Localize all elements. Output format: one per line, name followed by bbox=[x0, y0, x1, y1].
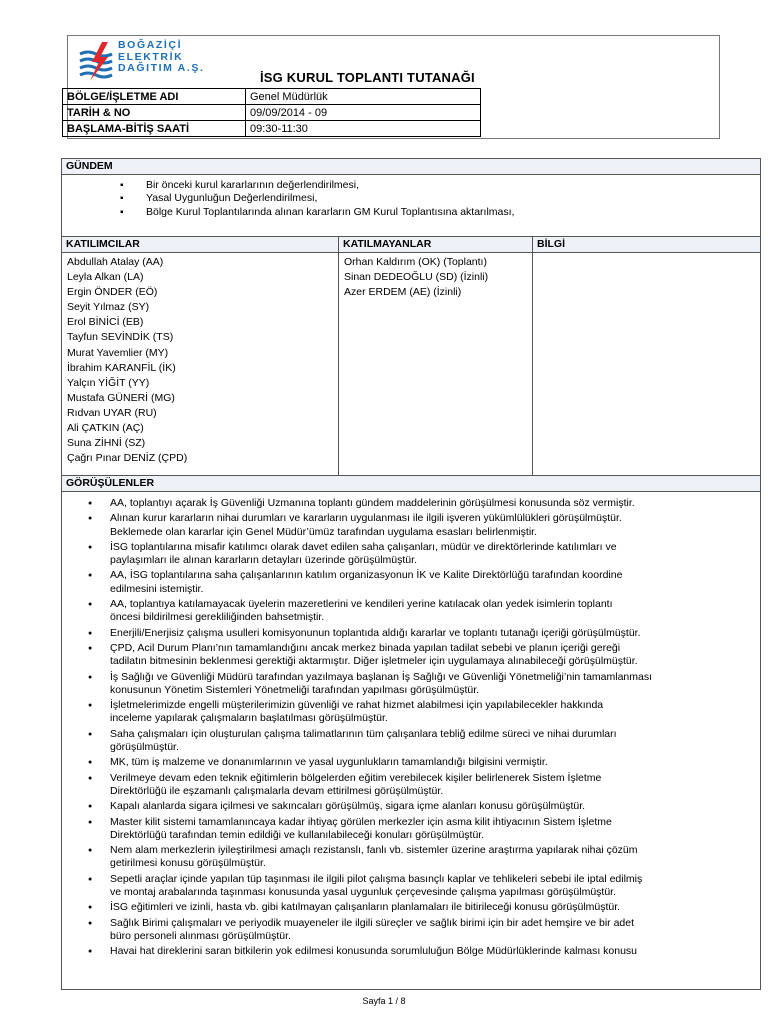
discussions-heading: GÖRÜŞÜLENLER bbox=[62, 476, 760, 492]
agenda-list bbox=[120, 179, 740, 219]
discussion-item bbox=[84, 671, 758, 698]
discussion-line: ● Nem alam merkezlerin iyileştirilmesi amaçlı rezistanslı, fanlı vb. sistemler üzerine araştırma yapılarak nihai çözüm bbox=[110, 844, 638, 857]
discussion-item bbox=[84, 598, 758, 625]
discussion-item bbox=[84, 873, 758, 900]
discussion-line: ● İSG toplantılarına misafir katılımcı olarak davet edilen saha çalışanları, müdür ve direktörlerinde katılımları ve bbox=[110, 540, 617, 553]
discussion-line: paylaşımları ile alınan kararların detayları üzerinde görüşülmüştür. bbox=[110, 554, 417, 567]
discussion-item bbox=[84, 627, 758, 640]
participants-heading: KATILIMCILAR bbox=[62, 237, 338, 252]
discussion-line: öncesi bildirilmesi gerekliliğinden bahsetmiştir. bbox=[110, 611, 325, 624]
discussion-item bbox=[84, 699, 758, 726]
discussion-line: büro personeli alınması görüşülmüştür. bbox=[110, 929, 291, 942]
column-divider bbox=[532, 236, 533, 475]
info-label: TARİH & NO bbox=[63, 105, 246, 121]
participant-name: Mustafa GÜNERİ (MG) bbox=[67, 391, 175, 404]
agenda-heading: GÜNDEM bbox=[62, 159, 760, 175]
discussion-line: ● ÇPD, Acil Durum Planı’nın tamamlandığını ancak merkez binada yapılan tadilat sebebi ve planın içeriği gereği bbox=[110, 641, 621, 654]
discussion-line: ● Alınan kurur kararların nihai durumları ve kararların uygulanması ile ilgili işveren yükümlülükleri görüşülmüştür. bbox=[110, 512, 622, 525]
info-value: Genel Müdürlük bbox=[246, 89, 481, 105]
participant-name: Leyla Alkan (LA) bbox=[67, 271, 144, 284]
discussion-item bbox=[84, 945, 758, 958]
discussion-line: ● Verilmeye devam eden teknik eğitimlerin bölgelerden eğitim verebilecek kişiler belirlenerek Sistem İşletme bbox=[110, 771, 602, 784]
discussion-item bbox=[84, 512, 758, 539]
minutes-body bbox=[61, 158, 761, 990]
divider bbox=[62, 252, 760, 253]
agenda-item: ▪ Bölge Kurul Toplantılarında alınan kararların GM Kurul Toplantısına aktarılması, bbox=[120, 206, 740, 219]
agenda-item: ▪ Yasal Uygunluğun Değerlendirilmesi, bbox=[120, 192, 740, 205]
discussion-line: ● Havai hat direklerini saran bitkilerin yok edilmesi konusunda sorumluluğun Bölge Müdürlüklerinde kalması konusu bbox=[110, 945, 638, 958]
discussion-line: ● Master kilit sistemi tamamlanıncaya kadar ihtiyaç görülen merkezler için asma kilit ihtiyacının Sistem İşletme bbox=[110, 815, 612, 828]
info-row bbox=[63, 89, 481, 105]
discussion-line: Direktörlüğü ile eşzamanlı çalışmalarla devam ettirilmesi görüşülmüştür. bbox=[110, 784, 444, 797]
absent-name: Azer ERDEM (AE) (İzinli) bbox=[344, 286, 462, 299]
discussion-item bbox=[84, 497, 758, 510]
discussion-line: ● MK, tüm iş malzeme ve donanımlarının ve yasal uygunlukların tamamlandığı bilgisini vermiştir. bbox=[110, 756, 548, 769]
discussion-item bbox=[84, 917, 758, 944]
info-row bbox=[63, 105, 481, 121]
logo-line-3: DAĞITIM A.Ş. bbox=[118, 62, 205, 74]
logo-text bbox=[118, 40, 204, 75]
discussion-item bbox=[84, 901, 758, 914]
participants-list bbox=[67, 255, 335, 466]
discussion-line: Direktörlüğü tarafından temin edildiği ve kullanılabileceği konuları görüşülmüştür. bbox=[110, 828, 485, 841]
participant-name: Erol BİNİCİ (EB) bbox=[67, 316, 144, 329]
discussion-line: getirilmesi konusu görüşülmüştür. bbox=[110, 857, 266, 870]
participant-name: Murat Yavemlier (MY) bbox=[67, 346, 169, 359]
info-value: 09:30-11:30 bbox=[246, 121, 481, 137]
discussion-line: ● AA, toplantıya katılamayacak üyelerin mazeretlerini ve kendileri yerine katılacak olan yedek isimlerin toplantı bbox=[110, 598, 613, 611]
discussion-item bbox=[84, 728, 758, 755]
discussion-line: Beklemede olan kararlar için Genel Müdür’ümüz tarafından uygulama esasları belirlenmiştir. bbox=[110, 525, 538, 538]
discussion-line: ● AA, toplantıyı açarak İş Güvenliği Uzmanına toplantı gündem maddelerinin görüşülmesi konusunda söz vermiştir. bbox=[110, 497, 635, 509]
discussion-line: tadilatın bitmesinin beklenmesi gerektiği aktarmıştır. Diğer işletmeler için uygulamaya alınabileceği görüşülmüştür. bbox=[110, 655, 638, 668]
discussion-line: ● Sağlık Birimi çalışmaları ve periyodik muayeneler ile ilgili süreçler ve sağlık birimi için bir adet hemşire ve bir adet bbox=[110, 916, 635, 929]
document-title: İSG KURUL TOPLANTI TUTANAĞI bbox=[260, 70, 475, 85]
info-row bbox=[63, 121, 481, 137]
participant-name: Tayfun SEVİNDİK (TS) bbox=[67, 331, 174, 344]
discussion-line: ● Kapalı alanlarda sigara içilmesi ve sakıncaları görüşülmüş, sigara içme alanları konusu görüşülmüştür. bbox=[110, 800, 586, 813]
page-number: Sayfa 1 / 8 bbox=[362, 996, 406, 1006]
participant-name: Rıdvan UYAR (RU) bbox=[67, 406, 157, 419]
discussion-line: ● İSG eğitimleri ve izinli, hasta vb. gibi katılmayan çalışanların planlamaları ile bitirileceği konusu görüşülmüştür. bbox=[110, 901, 621, 914]
discussion-line: ● AA, İSG toplantılarına saha çalışanlarının katılım organizasyonun İK ve Kalite Direktörlüğü tarafından koordine bbox=[110, 569, 623, 582]
discussion-line: edilmesini istemiştir. bbox=[110, 582, 204, 595]
discussion-line: ve montaj arabalarında taşınması konusunda yasal uygunluk çerçevesinde çalışma yapılması görüşülmüştür. bbox=[110, 886, 617, 899]
absent-heading: KATILMAYANLAR bbox=[339, 237, 532, 252]
discussion-item bbox=[84, 800, 758, 813]
logo-line-1: BOĞAZİÇİ bbox=[118, 39, 183, 51]
discussion-line: görüşülmüştür. bbox=[110, 741, 179, 754]
participant-name: Seyit Yılmaz (SY) bbox=[67, 301, 150, 314]
discussion-line: konusunun Yönetim Sistemleri Yönetmeliği tarafından yapılması görüşülmüştür. bbox=[110, 683, 480, 696]
discussion-line: ● Sepetli araçlar içinde yapılan tüp taşınması ile ilgili pilot çalışma basınçlı kaplar ve tehlikeleri sebebi ile iptal edilmiş bbox=[110, 872, 643, 885]
logo-line-2: ELEKTRİK bbox=[118, 50, 184, 63]
discussion-item bbox=[84, 756, 758, 769]
company-logo bbox=[78, 40, 208, 82]
lightning-logo-icon bbox=[78, 40, 116, 82]
absent-name: Orhan Kaldırım (OK) (Toplantı) bbox=[344, 256, 487, 268]
discussion-item bbox=[84, 541, 758, 568]
discussion-item bbox=[84, 816, 758, 843]
discussion-line: ● Enerjili/Enerjisiz çalışma usulleri komisyonunun toplantıda aldığı kararlar ve toplantı tutanağı içeriği görüşülmüştür. bbox=[110, 626, 641, 639]
column-divider bbox=[338, 236, 339, 475]
discussion-item bbox=[84, 569, 758, 596]
participant-name: Yalçın YİĞİT (YY) bbox=[67, 376, 150, 389]
participant-name: Suna ZİHNİ (SZ) bbox=[67, 437, 146, 450]
discussion-item bbox=[84, 642, 758, 669]
info-heading: BİLGİ bbox=[533, 237, 760, 252]
participant-name: İbrahim KARANFİL (İK) bbox=[67, 361, 176, 374]
discussions-list bbox=[84, 497, 758, 961]
discussion-line: ● İş Sağlığı ve Güvenliği Müdürü tarafından yazılmaya başlanan İş Sağlığı ve Güvenliği Yönetmeliği’nin tamamlanması bbox=[110, 670, 653, 683]
participant-name: Çağrı Pınar DENİZ (ÇPD) bbox=[67, 452, 188, 465]
discussion-line: ● İşletmelerimizde engelli müşterilerimizin güvenliği ve rahat hizmet alabilmesi için yapılabilecekler hakkında bbox=[110, 699, 604, 712]
discussion-item bbox=[84, 772, 758, 799]
info-label: BÖLGE/İŞLETME ADI bbox=[63, 89, 246, 105]
info-value: 09/09/2014 - 09 bbox=[246, 105, 481, 121]
meeting-info-table bbox=[62, 88, 481, 137]
agenda-item: ▪ Bir önceki kurul kararlarının değerlendirilmesi, bbox=[120, 179, 740, 192]
absent-name: Sinan DEDEOĞLU (SD) (İzinli) bbox=[344, 271, 489, 284]
participant-name: Ergin ÖNDER (EÖ) bbox=[67, 286, 158, 299]
discussion-item bbox=[84, 844, 758, 871]
discussion-line: ● Saha çalışmaları için oluşturulan çalışma talimatlarının tüm çalışanlara tebliğ edilme süreci ve nihai durumları bbox=[110, 727, 617, 740]
participant-name: Abdullah Atalay (AA) bbox=[67, 256, 164, 268]
discussion-line: inceleme yapılarak çalışmaların başlatılması görüşülmüştür. bbox=[110, 712, 388, 725]
absent-list bbox=[344, 255, 530, 300]
info-label: BAŞLAMA-BİTİŞ SAATİ bbox=[63, 121, 246, 137]
participant-name: Ali ÇATKIN (AÇ) bbox=[67, 422, 144, 435]
